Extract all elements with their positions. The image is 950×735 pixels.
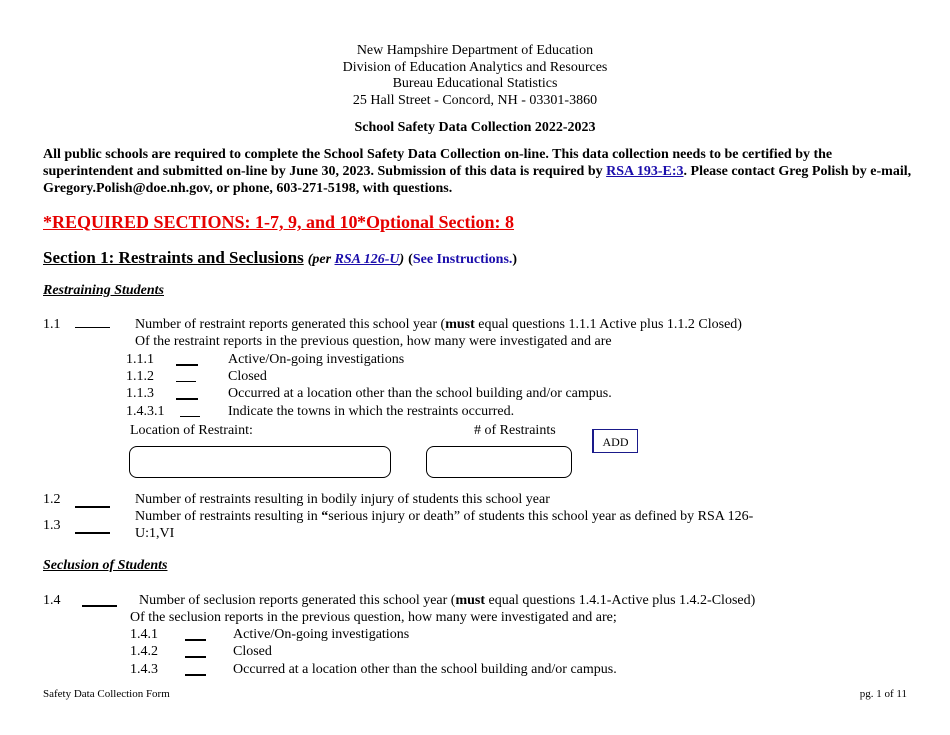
q1-4-2-number: 1.4.2 <box>130 644 158 659</box>
rsa-193-link[interactable]: RSA 193-E:3 <box>606 164 684 179</box>
q1-4-question: Number of seclusion reports generated this school year (must equal questions 1.4.1-Active plus 1.4.2-Closed) <box>139 593 756 608</box>
see-instructions-link[interactable]: See Instructions. <box>412 252 513 267</box>
instructions-wrapper: (See Instructions.) <box>408 252 518 267</box>
section-1-title: Section 1: Restraints and Seclusions <box>43 248 304 267</box>
q1-4-answer-blank[interactable] <box>82 592 117 612</box>
agency-address: 25 Hall Street - Concord, NH - 03301-3860 <box>352 93 598 108</box>
bureau-name: Bureau Educational Statistics <box>392 76 558 91</box>
q1-4-1-number: 1.4.1 <box>130 627 158 642</box>
q1-2-answer-blank[interactable] <box>75 493 110 513</box>
q1-1-answer-blank[interactable] <box>75 314 110 333</box>
q1-4-3-answer-blank[interactable] <box>185 661 206 681</box>
q1-1-followup: Of the restraint reports in the previous question, how many were investigated and are <box>135 334 612 349</box>
q1-1-3-number: 1.1.3 <box>126 386 154 401</box>
footer-page-number: pg. 1 of 11 <box>859 688 907 700</box>
q1-1-1-label: Active/On-going investigations <box>228 352 405 367</box>
q1-4-3-1-label: Indicate the towns in which the restraints occurred. <box>228 404 515 419</box>
q1-4-3-number: 1.4.3 <box>130 662 158 677</box>
q1-3-question-continued: U:1,VI <box>135 526 175 541</box>
q1-4-2-answer-blank[interactable] <box>185 643 206 663</box>
restraining-students-heading: Restraining Students <box>43 283 164 298</box>
q1-1-3-answer-blank[interactable] <box>176 385 198 405</box>
q1-1-1-number: 1.1.1 <box>126 352 154 367</box>
q1-1-3-label: Occurred at a location other than the school building and/or campus. <box>228 386 612 401</box>
q1-3-number: 1.3 <box>43 518 61 533</box>
q1-4-3-1-answer-blank[interactable] <box>180 403 200 422</box>
intro-text-end: . Please contact Greg Polish by e-mail, Gregory.Polish@doe.nh.gov, or phone, 603-271-5198, with questions. <box>43 164 912 196</box>
q1-4-number: 1.4 <box>43 593 61 608</box>
q1-4-1-label: Active/On-going investigations <box>233 627 410 642</box>
q1-4-2-label: Closed <box>233 644 272 659</box>
number-of-restraints-label: # of Restraints <box>474 423 556 438</box>
optional-section-note: *Optional Section: 8 <box>357 212 515 232</box>
location-of-restraint-label: Location of Restraint: <box>130 423 253 438</box>
document-title: School Safety Data Collection 2022-2023 <box>354 120 596 135</box>
footer-form-name: Safety Data Collection Form <box>43 688 170 700</box>
q1-2-number: 1.2 <box>43 492 61 507</box>
q1-3-answer-blank[interactable] <box>75 519 110 539</box>
q1-4-3-label: Occurred at a location other than the school building and/or campus. <box>233 662 617 677</box>
intro-paragraph <box>43 146 913 197</box>
intro-text-start: All public schools are required to complete the School Safety Data Collection on-line. This data collection needs to be certified by the superintendent and submitted on-line by June 30, 2023. Submission of this data is required by <box>43 147 833 179</box>
section-1-heading <box>43 248 517 268</box>
q1-2-question: Number of restraints resulting in bodily injury of students this school year <box>135 492 550 507</box>
division-name: Division of Education Analytics and Resources <box>342 60 608 75</box>
seclusion-students-heading: Seclusion of Students <box>43 558 168 573</box>
q1-3-question: Number of restraints resulting in “serious injury or death” of students this school year as defined by RSA 126- <box>135 509 754 524</box>
q1-4-followup: Of the seclusion reports in the previous question, how many were investigated and are; <box>130 610 617 625</box>
agency-name: New Hampshire Department of Education <box>356 43 594 58</box>
rsa-126-u-link[interactable]: RSA 126-U <box>334 252 400 267</box>
add-location-button[interactable]: ADD <box>592 429 638 453</box>
q1-4-3-1-number: 1.4.3.1 <box>126 404 165 419</box>
q1-1-2-number: 1.1.2 <box>126 369 154 384</box>
q1-1-number: 1.1 <box>43 317 61 332</box>
section-1-per: (per RSA 126-U) <box>307 252 405 267</box>
required-sections-note: *REQUIRED SECTIONS: 1-7, 9, and 10 <box>43 212 358 232</box>
q1-1-question: Number of restraint reports generated this school year (must equal questions 1.1.1 Active plus 1.1.2 Closed) <box>135 317 742 332</box>
number-of-restraints-input[interactable] <box>426 446 572 478</box>
q1-1-2-label: Closed <box>228 369 267 384</box>
location-of-restraint-input[interactable] <box>129 446 391 478</box>
